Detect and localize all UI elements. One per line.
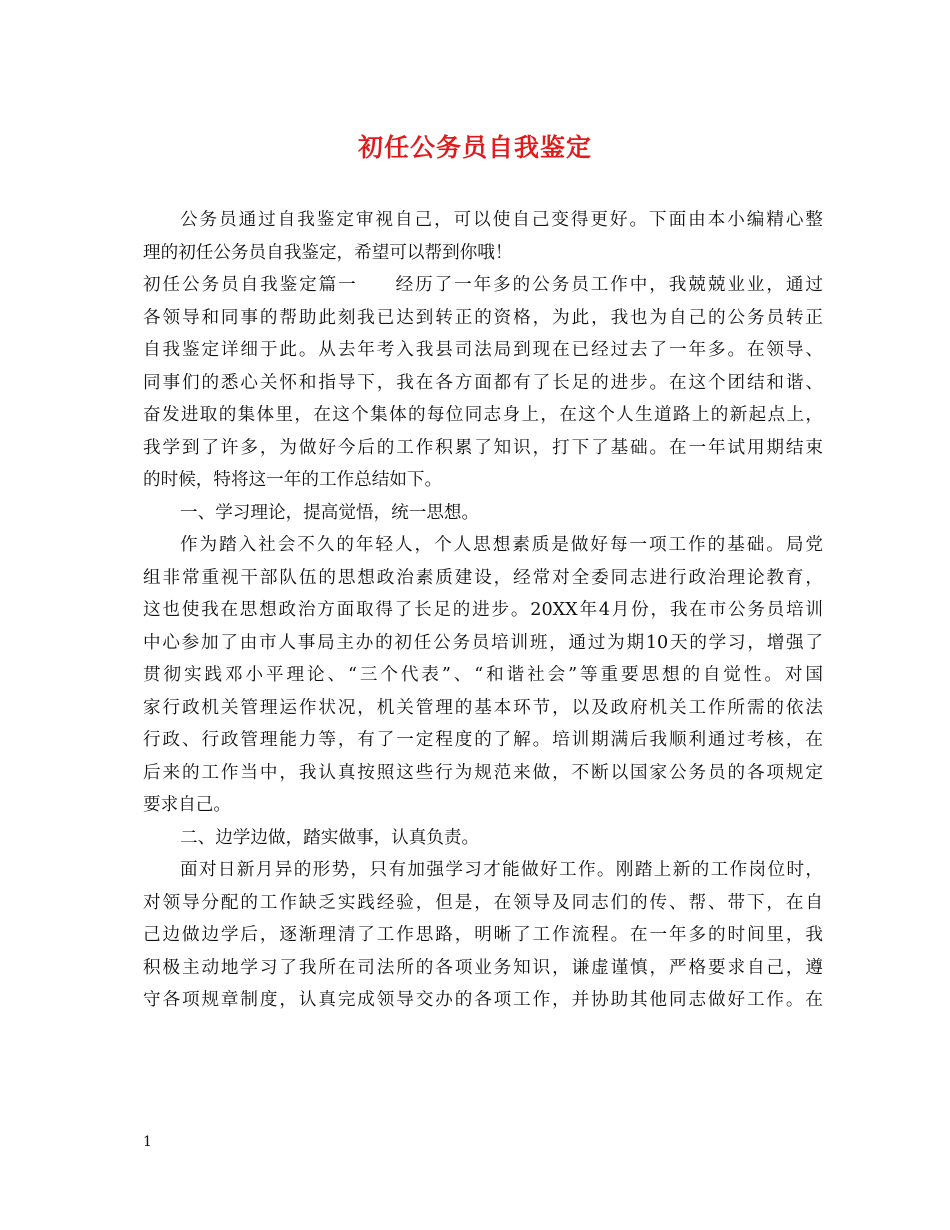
text-line: 中心参加了由市人事局主办的初任公务员培训班，通过为期10天的学习，增强了 xyxy=(143,632,823,653)
document-body xyxy=(143,204,823,1017)
text-line xyxy=(143,269,823,302)
text-line: 要求自己。 xyxy=(143,795,231,815)
text-line: 同事们的悉心关怀和指导下，我在各方面都有了长足的进步。在这个团结和谐、 xyxy=(143,372,823,393)
text-line: 我学到了许多，为做好今后的工作积累了知识，打下了基础。在一年试用期结束 xyxy=(143,437,823,458)
text-line: 守各项规章制度，认真完成领导交办的各项工作，并协助其他同志做好工作。在 xyxy=(143,990,823,1010)
section-heading: 二、边学边做，踏实做事，认真负责。 xyxy=(180,827,480,848)
text-line: 贯彻实践邓小平理论、“三个代表”、“和谐社会”等重要思想的自觉性。对国 xyxy=(143,665,823,685)
text-line: 组非常重视干部队伍的思想政治素质建设，经常对全委同志进行政治理论教育， xyxy=(143,567,823,588)
section-heading: 初任公务员自我鉴定篇一 xyxy=(143,275,358,295)
text-line: 后来的工作当中，我认真按照这些行为规范来做，不断以国家公务员的各项规定 xyxy=(143,762,823,783)
text-line: 面对日新月异的形势，只有加强学习才能做好工作。刚踏上新的工作岗位时， xyxy=(180,860,823,880)
text-segment: 经历了一年多的公务员工作中，我兢兢业业，通过 xyxy=(393,275,823,295)
text-line: 这也使我在思想政治方面取得了长足的进步。20XX年4月份，我在市公务员培训 xyxy=(143,600,823,620)
text-line: 自我鉴定详细于此。从去年考入我县司法局到现在已经过去了一年多。在领导、 xyxy=(143,340,823,360)
page-number: 1 xyxy=(143,1134,152,1150)
text-line: 的时候，特将这一年的工作总结如下。 xyxy=(143,470,443,490)
text-line: 家行政机关管理运作状况，机关管理的基本环节，以及政府机关工作所需的依法 xyxy=(143,697,823,718)
section-heading: 一、学习理论，提高觉悟，统一思想。 xyxy=(180,502,480,523)
document-title: 初任公务员自我鉴定 xyxy=(357,133,592,162)
text-line: 公务员通过自我鉴定审视自己，可以使自己变得更好。下面由本小编精心整 xyxy=(180,210,823,230)
text-line: 行政、行政管理能力等，有了一定程度的了解。培训期满后我顺利通过考核，在 xyxy=(143,730,823,750)
text-line: 奋发进取的集体里，在这个集体的每位同志身上，在这个人生道路上的新起点上， xyxy=(143,405,823,425)
text-line: 理的初任公务员自我鉴定，希望可以帮到你哦！ xyxy=(143,242,513,263)
text-line: 对领导分配的工作缺乏实践经验，但是，在领导及同志们的传、帮、带下，在自 xyxy=(143,892,823,913)
text-line: 积极主动地学习了我所在司法所的各项业务知识，谦虚谨慎，严格要求自己，遵 xyxy=(143,957,823,978)
text-line: 己边做边学后，逐渐理清了工作思路，明晰了工作流程。在一年多的时间里，我 xyxy=(143,925,823,945)
text-line: 作为踏入社会不久的年轻人，个人思想素质是做好每一项工作的基础。局党 xyxy=(180,535,823,555)
text-line: 各领导和同事的帮助此刻我已达到转正的资格，为此，我也为自己的公务员转正 xyxy=(143,307,823,328)
